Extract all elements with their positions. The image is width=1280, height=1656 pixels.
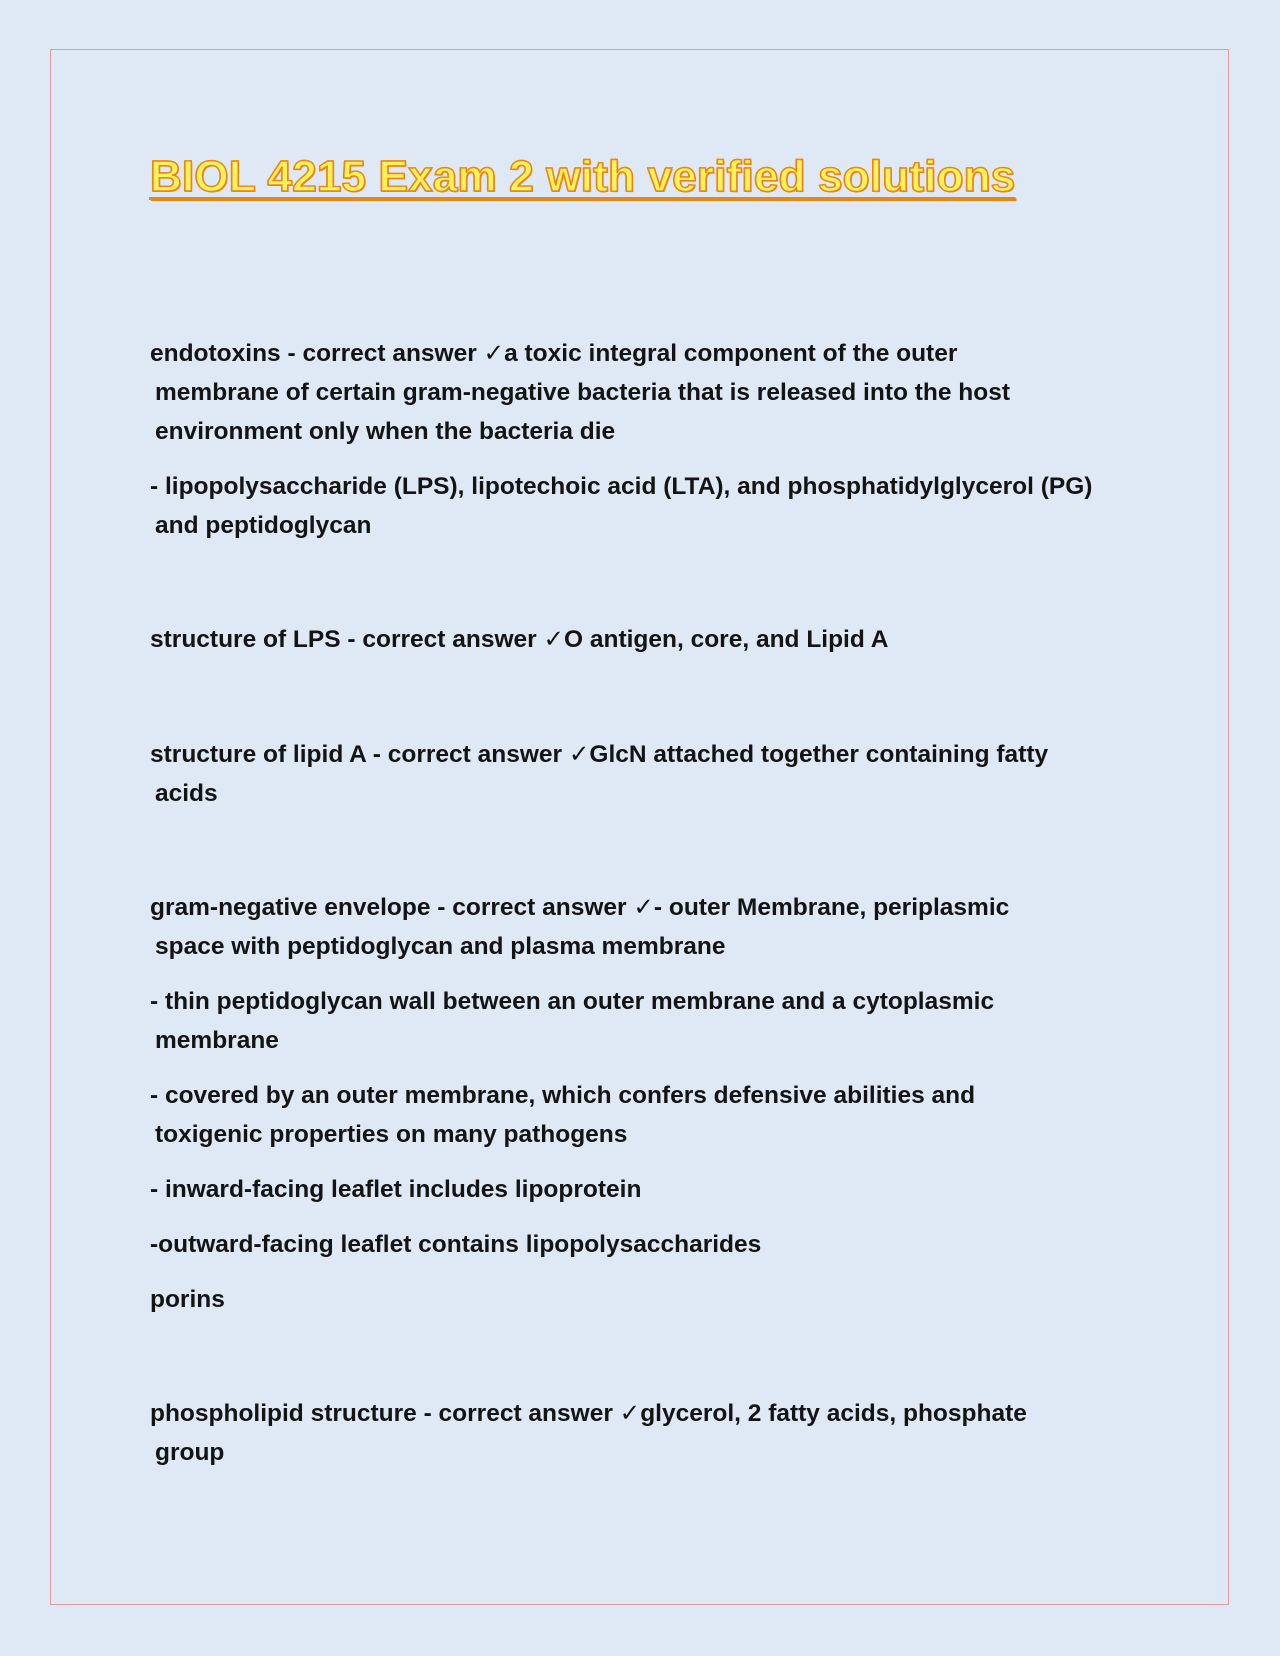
qa-line: gram-negative envelope - correct answer ✓- outer Membrane, periplasmic xyxy=(150,894,1010,921)
document-title: BIOL 4215 Exam 2 with verified solutions xyxy=(150,152,1016,201)
qa-line: toxigenic properties on many pathogens xyxy=(155,1121,628,1148)
qa-line: membrane xyxy=(155,1027,279,1054)
qa-line: membrane of certain gram-negative bacteria that is released into the host xyxy=(155,379,1011,406)
qa-line: structure of LPS - correct answer ✓O antigen, core, and Lipid A xyxy=(150,626,889,653)
qa-line: - covered by an outer membrane, which confers defensive abilities and xyxy=(150,1082,976,1109)
qa-line: -outward-facing leaflet contains lipopolysaccharides xyxy=(150,1231,762,1258)
qa-line: space with peptidoglycan and plasma membrane xyxy=(155,933,726,960)
qa-line: acids xyxy=(155,780,218,807)
qa-line: phospholipid structure - correct answer ✓glycerol, 2 fatty acids, phosphate xyxy=(150,1400,1027,1427)
qa-line: - thin peptidoglycan wall between an outer membrane and a cytoplasmic xyxy=(150,988,995,1015)
qa-line: - lipopolysaccharide (LPS), lipotechoic acid (LTA), and phosphatidylglycerol (PG) xyxy=(150,473,1093,500)
qa-line: group xyxy=(155,1439,225,1466)
qa-line: environment only when the bacteria die xyxy=(155,418,616,445)
qa-line: porins xyxy=(150,1286,225,1313)
qa-line: endotoxins - correct answer ✓a toxic integral component of the outer xyxy=(150,340,958,367)
qa-line: and peptidoglycan xyxy=(155,512,372,539)
qa-line: - inward-facing leaflet includes lipoprotein xyxy=(150,1176,642,1203)
page-border xyxy=(50,49,1229,1605)
qa-line: structure of lipid A - correct answer ✓GlcN attached together containing fatty xyxy=(150,741,1049,768)
